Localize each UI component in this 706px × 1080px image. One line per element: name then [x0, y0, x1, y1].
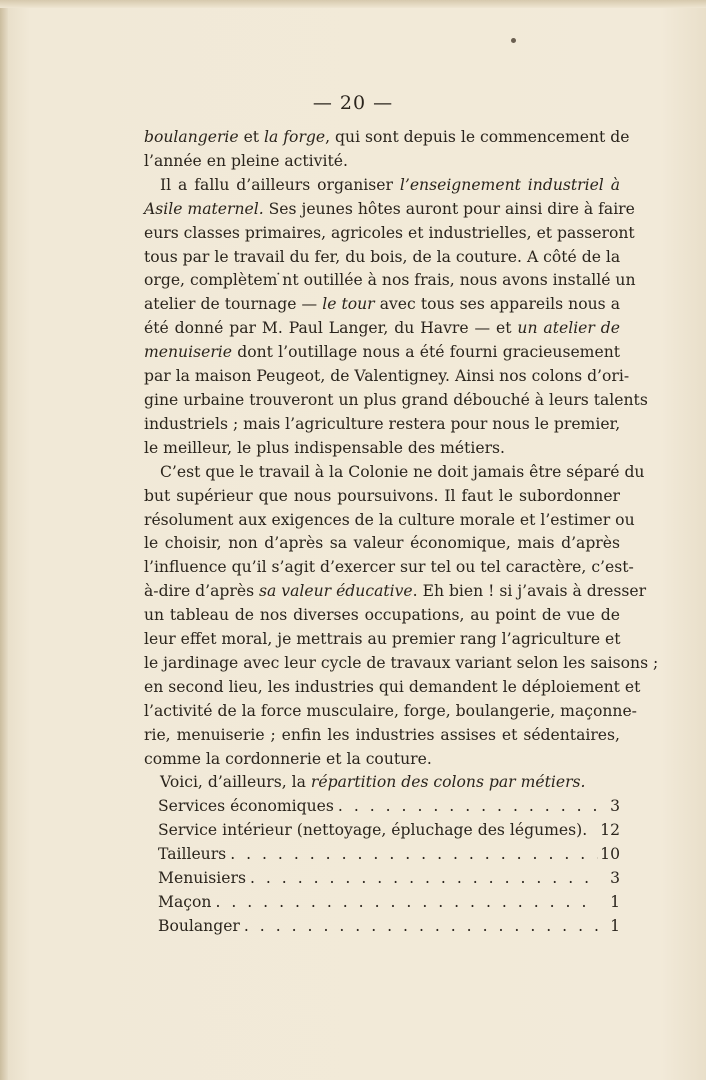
trade-count: 3 — [610, 869, 620, 888]
text-run: été donné par M. Paul Langer, du Havre — et — [144, 319, 518, 338]
text-line — [144, 317, 620, 341]
page-top-edge — [0, 0, 706, 8]
trade-count: 1 — [610, 916, 620, 935]
text-run: Ses jeunes hôtes auront pour ainsi dire à faire — [263, 199, 635, 218]
table-row — [144, 915, 620, 939]
trades-table — [144, 795, 620, 938]
text-line — [144, 604, 620, 628]
dot-leader — [226, 843, 598, 867]
text-line — [144, 437, 620, 461]
dot-leader — [334, 795, 598, 819]
text-run: tous par le travail du fer, du bois, de la couture. A côté de la — [144, 247, 621, 266]
text-line — [144, 413, 620, 437]
text-run: comme la cordonnerie et la couture. — [144, 749, 432, 768]
text-run: industriels ; mais l’agriculture restera pour nous le premier, — [144, 414, 621, 433]
trade-count: 12 — [600, 821, 620, 840]
text-line — [144, 222, 635, 246]
text-line — [144, 724, 620, 748]
text-line — [144, 150, 620, 174]
text-run: le meilleur, le plus indispensable des métiers. — [144, 438, 506, 457]
text-line — [144, 341, 620, 365]
body-text — [144, 126, 659, 939]
table-row — [144, 843, 620, 867]
text-line — [144, 771, 620, 795]
text-run: orge, complètem ̇nt outillée à nos frais, nous avons installé un — [144, 271, 636, 290]
text-run: dont l’outillage nous a été fourni gracieusement — [232, 343, 620, 362]
text-line — [144, 174, 620, 198]
text-run: Voici, d’ailleurs, la — [160, 773, 311, 792]
italic-text: Asile maternel. — [144, 199, 264, 218]
trade-label: Services économiques — [158, 797, 334, 816]
text-line — [144, 748, 620, 772]
text-run: résolument aux exigences de la culture morale et l’estimer ou — [144, 510, 635, 529]
text-run: avec tous ses appareils nous a — [374, 295, 620, 314]
text-run: à-dire d’après — [144, 582, 260, 601]
dot-leader — [211, 891, 598, 915]
text-run: l’année en pleine activité. — [144, 151, 348, 170]
trade-label: Menuisiers — [158, 869, 246, 888]
text-run: , qui sont depuis le commencement de — [325, 128, 630, 146]
text-line — [144, 198, 635, 222]
text-run: atelier de tournage — — [144, 295, 323, 314]
text-line — [144, 628, 620, 652]
text-line — [144, 556, 634, 580]
text-run: l’activité de la force musculaire, forge, boulangerie, maçonne- — [144, 701, 637, 720]
trade-label: Boulanger — [158, 916, 240, 935]
italic-text: la forge — [264, 128, 326, 146]
table-row — [144, 867, 620, 891]
page-number: — 20 — — [312, 92, 394, 114]
italic-text: menuiserie — [144, 343, 232, 362]
text-run: un tableau de nos diverses occupations, au point de vue de — [144, 606, 620, 625]
text-run: et — [238, 128, 265, 146]
paragraph-lines — [144, 126, 659, 795]
text-line — [144, 652, 659, 676]
text-line — [144, 126, 630, 150]
text-line — [144, 509, 635, 533]
text-run: leur effet moral, je mettrais au premier rang l’agriculture et — [144, 630, 621, 649]
trade-count: 10 — [600, 845, 620, 864]
italic-text: l’enseignement industriel à — [399, 175, 620, 194]
text-line — [144, 246, 620, 270]
table-row — [144, 891, 620, 915]
text-run: . Eh bien ! si j’avais à dresser — [412, 582, 647, 601]
text-run: le jardinage avec leur cycle de travaux variant selon les saisons ; — [144, 653, 659, 672]
text-run: rie, menuiserie ; enfin les industries assises et sédentaires, — [144, 725, 620, 744]
text-line — [144, 269, 636, 293]
italic-text: le tour — [322, 295, 375, 314]
text-run: Il a fallu d’ailleurs organiser — [160, 175, 400, 194]
text-run: le choisir, non d’après sa valeur économique, mais d’après — [144, 534, 620, 553]
table-row — [144, 795, 620, 819]
text-run: l’influence qu’il s’agit d’exercer sur tel ou tel caractère, c’est- — [144, 558, 634, 577]
text-line — [144, 389, 648, 413]
ink-spot — [511, 38, 516, 43]
trade-label: Maçon — [158, 893, 212, 911]
italic-text: répartition des colons par métiers. — [310, 773, 586, 792]
dot-leader — [246, 867, 598, 891]
text-line — [144, 700, 637, 724]
text-run: gine urbaine trouveront un plus grand débouché à leurs talents — [144, 390, 648, 409]
text-run: C’est que le travail à la Colonie ne doit jamais être séparé du — [160, 462, 645, 481]
text-line — [144, 580, 647, 604]
text-line — [144, 676, 641, 700]
dot-leader — [240, 915, 598, 939]
italic-text: sa valeur éducative — [259, 582, 413, 601]
text-run: en second lieu, les industries qui demandent le déploiement et — [144, 677, 641, 696]
page-left-edge — [0, 0, 8, 1080]
trade-count: 3 — [610, 797, 620, 816]
text-line — [144, 485, 620, 509]
trade-label: Service intérieur (nettoyage, épluchage des légumes). — [158, 821, 588, 840]
text-line — [144, 532, 620, 556]
text-line — [144, 293, 620, 317]
text-run: par la maison Peugeot, de Valentigney. Ainsi nos colons d’ori- — [144, 367, 630, 386]
text-line — [144, 365, 630, 389]
trade-count: 1 — [610, 893, 620, 911]
italic-text: un atelier de — [517, 319, 620, 338]
text-run: eurs classes primaires, agricoles et industrielles, et passeront — [144, 223, 635, 242]
italic-text: boulangerie — [144, 128, 239, 146]
text-run: but supérieur que nous poursuivons. Il faut le subordonner — [144, 486, 620, 505]
table-row — [144, 819, 620, 843]
trade-label: Tailleurs — [158, 845, 227, 864]
text-line — [144, 461, 645, 485]
